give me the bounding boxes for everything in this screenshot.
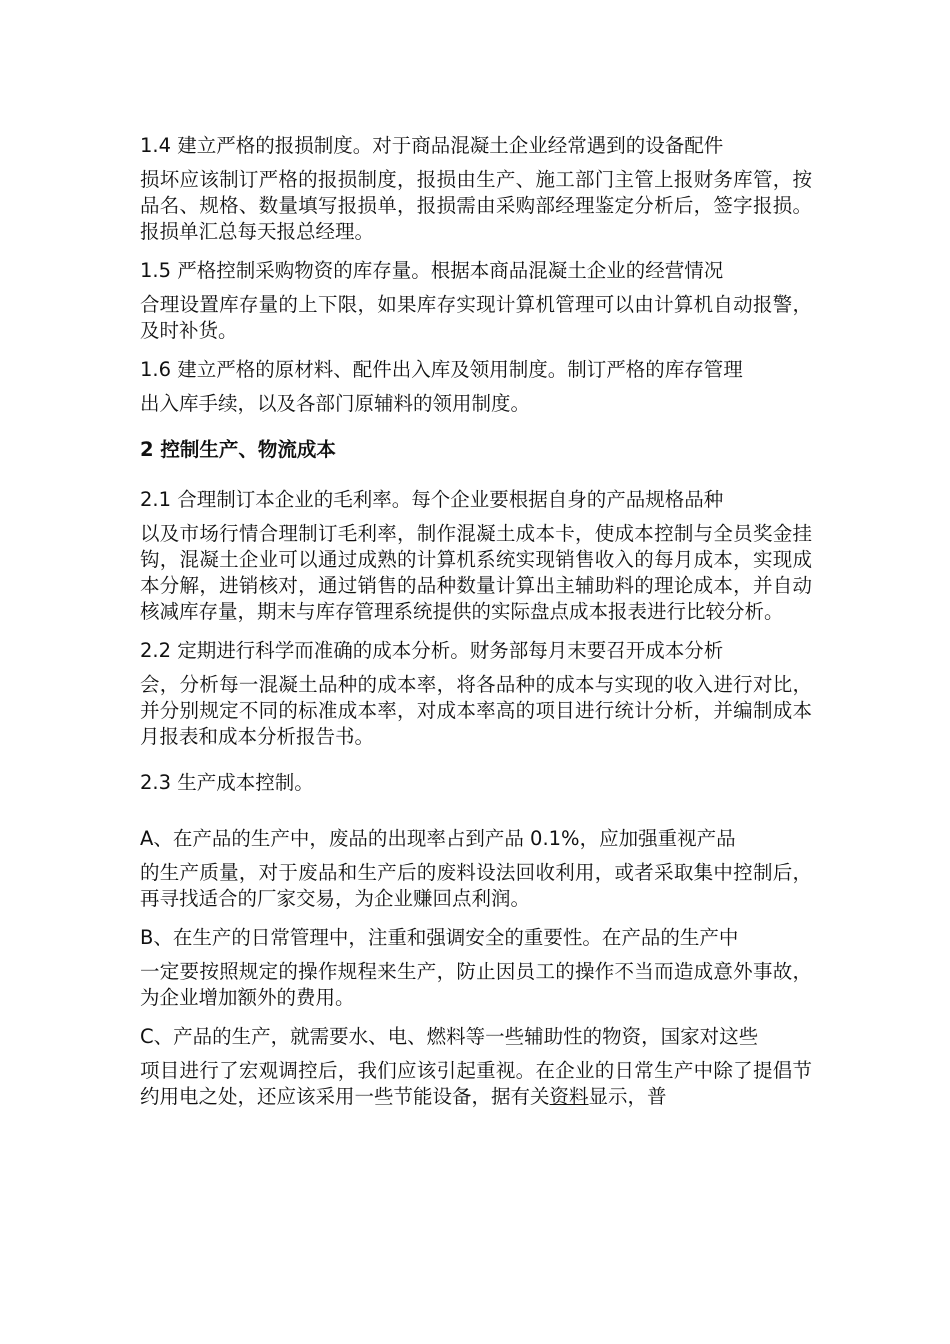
paragraph-b-body: 一定要按照规定的操作规程来生产，防止因员工的操作不当而造成意外事故，为企业增加额外的费用。 (140, 960, 812, 1009)
paragraph-1-6 (140, 357, 812, 417)
paragraph-b-first-line: B、在生产的日常管理中，注重和强调安全的重要性。在产品的生产中 (140, 926, 739, 949)
paragraph-1-6-body: 出入库手续，以及各部门原辅料的领用制度。 (140, 392, 531, 415)
paragraph-1-5 (140, 258, 812, 344)
paragraph-1-5-first-line: 1.5 严格控制采购物资的库存量。根据本商品混凝土企业的经营情况 (140, 259, 724, 282)
paragraph-2-1 (140, 487, 812, 625)
paragraph-c (140, 1024, 812, 1110)
paragraph-a-first-line: A、在产品的生产中，废品的出现率占到产品 0.1%，应加强重视产品 (140, 827, 736, 850)
paragraph-1-6-first-line: 1.6 建立严格的原材料、配件出入库及领用制度。制订严格的库存管理 (140, 358, 743, 381)
paragraph-b (140, 925, 812, 1011)
paragraph-1-5-body: 合理设置库存量的上下限，如果库存实现计算机管理可以由计算机自动报警，及时补货。 (140, 293, 812, 342)
paragraph-a-body: 的生产质量，对于废品和生产后的废料设法回收利用，或者采取集中控制后，再寻找适合的厂家交易，为企业赚回点利润。 (140, 861, 812, 910)
paragraph-2-1-body: 以及市场行情合理制订毛利率，制作混凝土成本卡，使成本控制与全员奖金挂钩，混凝土企业可以通过成熟的计算机系统实现销售收入的每月成本，实现成本分解，进销核对，通过销售的品种数量计算出主辅助料的理论成本，并自动核减库存量，期末与库存管理系统提供的实际盘点成本报表进行比较分析。 (140, 522, 812, 623)
section-heading-2: 2 控制生产、物流成本 (140, 438, 336, 461)
resource-link[interactable]: 资料 (549, 1085, 589, 1108)
paragraph-c-first-line: C、产品的生产，就需要水、电、燃料等一些辅助性的物资，国家对这些 (140, 1025, 759, 1048)
paragraph-2-3: 2.3 生产成本控制。 (140, 771, 314, 794)
paragraph-1-4 (140, 133, 812, 245)
paragraph-c-body: 项目进行了宏观调控后，我们应该引起重视。在企业的日常生产中除了提倡节约用电之处，还应该采用一些节能设备，据有关 (140, 1059, 812, 1108)
paragraph-1-4-first-line: 1.4 建立严格的报损制度。对于商品混凝土企业经常遇到的设备配件 (140, 134, 724, 157)
paragraph-2-2 (140, 638, 812, 750)
paragraph-c-body-end: 显示，普 (588, 1085, 667, 1108)
paragraph-2-2-first-line: 2.2 定期进行科学而准确的成本分析。财务部每月末要召开成本分析 (140, 639, 724, 662)
paragraph-2-1-first-line: 2.1 合理制订本企业的毛利率。每个企业要根据自身的产品规格品种 (140, 488, 724, 511)
document-body (140, 133, 812, 1123)
paragraph-a (140, 826, 812, 912)
paragraph-1-4-body: 损坏应该制订严格的报损制度，报损由生产、施工部门主管上报财务库管，按品名、规格、数量填写报损单，报损需由采购部经理鉴定分析后，签字报损。报损单汇总每天报总经理。 (140, 168, 812, 243)
paragraph-2-2-body: 会，分析每一混凝土品种的成本率，将各品种的成本与实现的收入进行对比，并分别规定不同的标准成本率，对成本率高的项目进行统计分析，并编制成本月报表和成本分析报告书。 (140, 673, 812, 748)
